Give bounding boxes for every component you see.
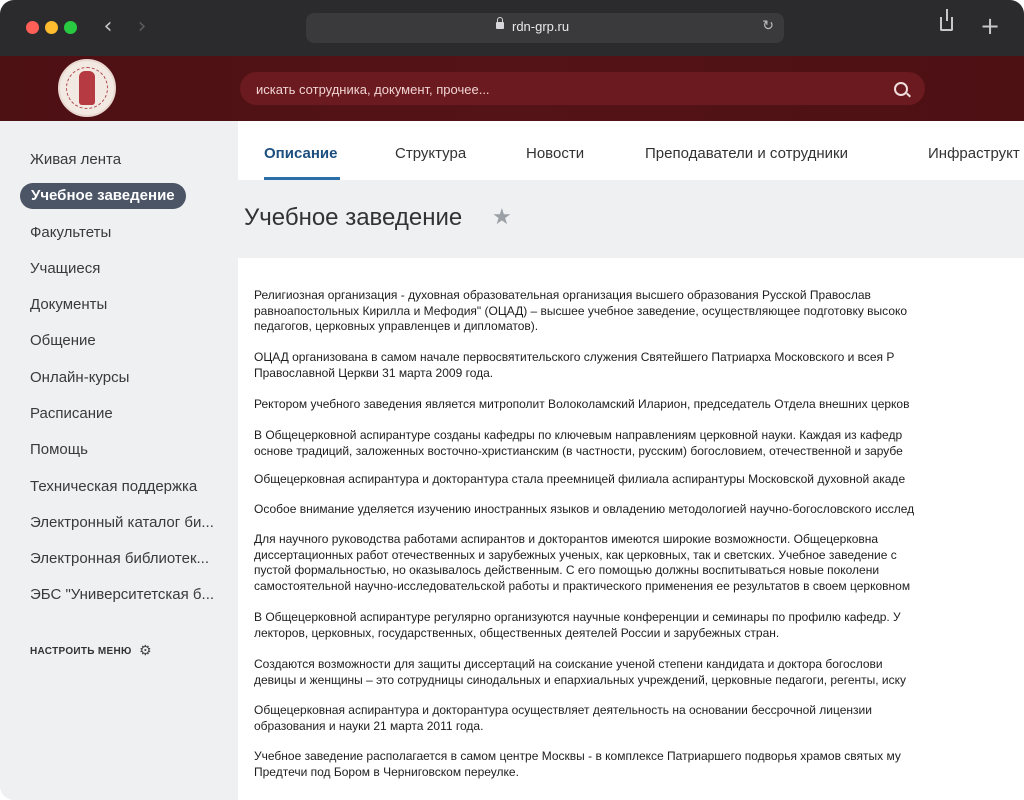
active-tab-indicator	[264, 177, 340, 180]
sidebar-item-live-feed[interactable]: Живая лента	[30, 151, 122, 168]
seal-figure-icon	[79, 71, 95, 105]
paragraph-line: Предтечи под Бором в Черниговском переулке.	[254, 764, 519, 779]
paragraph	[254, 502, 1024, 518]
paragraph-line: девицы и женщины – это сотрудницы синодальных и епархиальных учреждений, церковные педагоги, регенты, иску	[254, 672, 906, 687]
paragraph	[254, 288, 1024, 335]
search-input[interactable]	[254, 72, 878, 107]
paragraph-line: Создаются возможности для защиты диссертаций на соискание ученой степени кандидата и доктора богослови	[254, 657, 883, 671]
paragraph-line: В Общецерковной аспирантуре созданы кафедры по ключевым направлениям церковной науки. Каждая из кафедр	[254, 428, 903, 442]
paragraph-line: самостоятельной научно-исследовательской работы и практического применения ее результатов в своем церковном	[254, 578, 911, 593]
paragraph	[254, 657, 1024, 688]
tab-bar	[238, 121, 1024, 180]
sidebar-item-help[interactable]: Помощь	[30, 441, 88, 458]
sidebar-item-tech-support[interactable]: Техническая поддержка	[30, 478, 198, 495]
back-arrow-icon[interactable]: ‹	[103, 14, 113, 39]
minimize-window-button[interactable]	[45, 21, 58, 34]
paragraph-line: Особое внимание уделяется изучению иностранных языков и овладению методологией научно-богословского исслед	[254, 502, 915, 516]
sidebar-item-communication[interactable]: Общение	[30, 332, 96, 349]
paragraph-line: лекторов, церковных, государственных, общественных деятелей России и зарубежных стран.	[254, 625, 780, 640]
paragraph-line: образования и науки 21 марта 2011 года.	[254, 718, 484, 733]
tab-description[interactable]: Описание	[264, 145, 338, 162]
maximize-window-button[interactable]	[64, 21, 77, 34]
paragraph-line: основе традиций, заложенных восточно-христианским (в частности, русским) богословием, отечественной и зарубе	[254, 443, 903, 458]
paragraph	[254, 472, 1024, 488]
favorite-star-icon[interactable]: ★	[492, 205, 512, 230]
sidebar-item-e-library[interactable]: Электронная библиотек...	[30, 550, 210, 567]
site-header	[0, 56, 1024, 121]
gear-icon[interactable]: ⚙	[139, 643, 152, 659]
paragraph-line: Для научного руководства работами аспирантов и докторантов имеются широкие возможности. Общецерковна	[254, 532, 879, 546]
paragraph	[254, 610, 1024, 641]
paragraph-line: педагогов, церковных управленцев и дипломатов).	[254, 319, 539, 333]
paragraph-line: равноапостольных Кирилла и Мефодия" (ОЦАД) – высшее учебное заведение, осуществляющее подготовку высоко	[254, 303, 908, 318]
forward-arrow-icon[interactable]: ›	[137, 14, 147, 39]
paragraph-line: Общецерковная аспирантура и докторантура стала преемницей филиала аспирантуры Московской духовной акаде	[254, 472, 906, 486]
lock-icon	[496, 22, 504, 29]
seal-logo[interactable]	[58, 59, 116, 117]
sidebar-item-library-catalog[interactable]: Электронный каталог би...	[30, 514, 214, 531]
sidebar-item-students[interactable]: Учащиеся	[30, 260, 101, 277]
browser-toolbar	[0, 0, 1024, 56]
sidebar-item-online-courses[interactable]: Онлайн-курсы	[30, 369, 130, 386]
paragraph-line: Православной Церкви 31 марта 2009 года.	[254, 365, 494, 380]
sidebar-item-schedule[interactable]: Расписание	[30, 405, 113, 422]
tab-infrastructure[interactable]: Инфраструкт	[928, 145, 1020, 162]
paragraph	[254, 397, 1024, 413]
paragraph-line: Ректором учебного заведения является митрополит Волоколамский Иларион, председатель Отдела внешних церков	[254, 397, 910, 411]
paragraph-line: ОЦАД организована в самом начале первосвятительского служения Святейшего Патриарха Московского и всея Р	[254, 350, 895, 364]
paragraph-line: диссертационных работ отечественных и зарубежных ученых, как церковных, так и светских. Учебное заведение с	[254, 547, 897, 562]
paragraph	[254, 350, 1024, 381]
sidebar-item-ebs[interactable]: ЭБС "Университетская б...	[30, 586, 215, 603]
paragraph-line: Религиозная организация - духовная образовательная организация высшего образования Русской Православ	[254, 288, 871, 302]
search-icon[interactable]	[894, 82, 908, 96]
paragraph	[254, 703, 1024, 734]
paragraph	[254, 532, 1024, 594]
paragraph-line: пустой формальностью, но оказывалось действенным. С его помощью должны воспитываться новые поколени	[254, 563, 880, 577]
paragraph	[254, 428, 1024, 459]
paragraph-line: В Общецерковной аспирантуре регулярно организуются научные конференции и семинары по профилю кафедр. У	[254, 610, 901, 624]
sidebar-item-documents[interactable]: Документы	[30, 296, 108, 313]
sidebar-item-faculties[interactable]: Факультеты	[30, 224, 112, 241]
tab-staff[interactable]: Преподаватели и сотрудники	[645, 145, 848, 162]
content-panel	[238, 258, 1024, 800]
configure-menu-button[interactable]: НАСТРОИТЬ МЕНЮ	[30, 646, 132, 657]
page-title: Учебное заведение	[244, 204, 463, 231]
sidebar	[0, 121, 238, 800]
address-bar[interactable]	[306, 13, 784, 43]
share-icon[interactable]	[940, 17, 953, 31]
close-window-button[interactable]	[26, 21, 39, 34]
paragraph-line: Учебное заведение располагается в самом центре Москвы - в комплексе Патриаршего подворья храмов святых му	[254, 749, 901, 763]
tab-structure[interactable]: Структура	[395, 145, 467, 162]
paragraph-line: Общецерковная аспирантура и докторантура осуществляет деятельность на основании бессрочной лицензии	[254, 703, 872, 717]
search-bar	[240, 72, 925, 105]
new-tab-icon[interactable]: +	[980, 12, 1001, 40]
tab-news[interactable]: Новости	[526, 145, 585, 162]
reload-icon[interactable]: ↻	[762, 18, 774, 34]
url-text: rdn-grp.ru	[512, 19, 570, 34]
paragraph	[254, 749, 1024, 780]
sidebar-item-institution[interactable]: Учебное заведение	[20, 183, 186, 209]
